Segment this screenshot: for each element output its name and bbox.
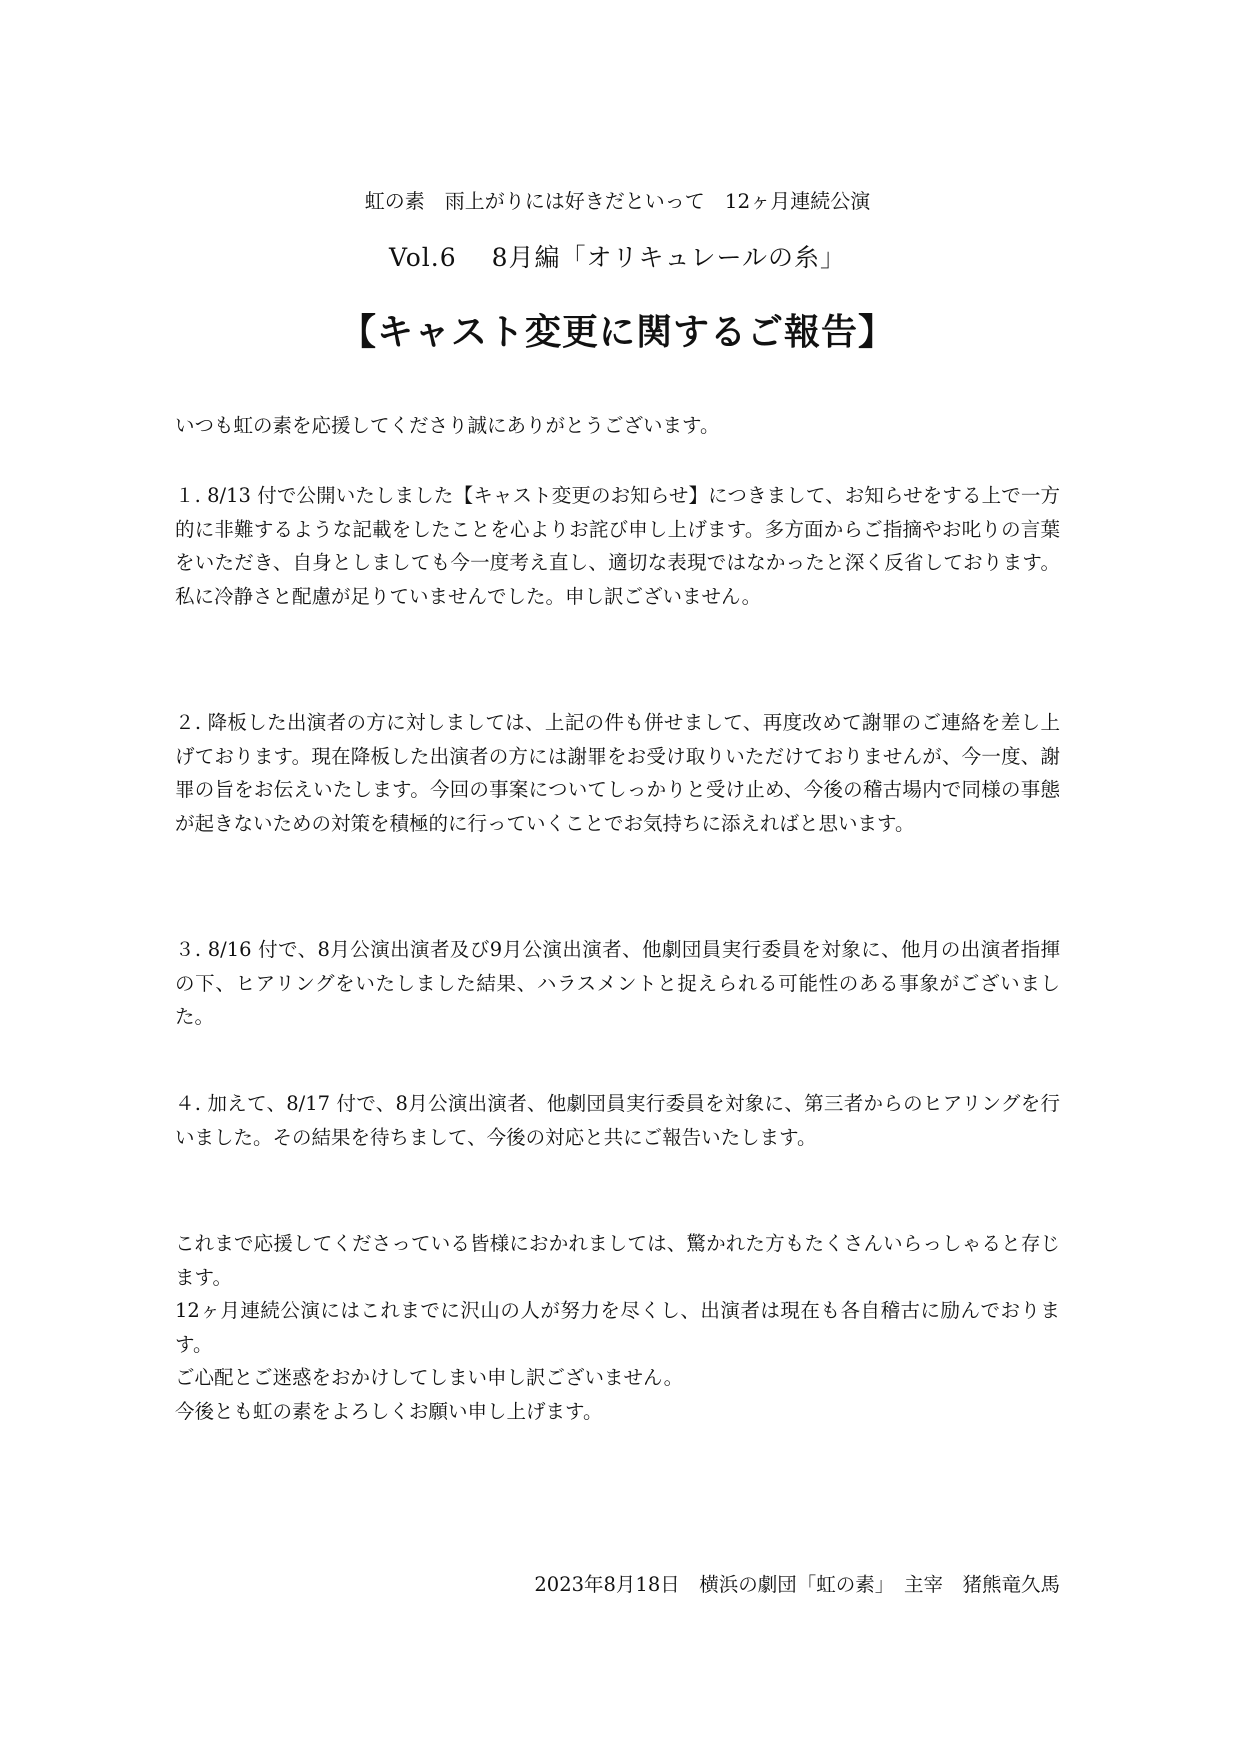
series-subtitle: 虹の素 雨上がりには好きだといって 12ヶ月連続公演: [364, 189, 871, 213]
signature-line: 2023年8月18日 横浜の劇団「虹の素」 主宰 猪熊竜久馬: [534, 1573, 1060, 1596]
report-item-4: ４. 加えて、8/17 付で、8月公演出演者、他劇団員実行委員を対象に、第三者からのヒアリングを行いました。その結果を待ちまして、今後の対応と共にご報告いたします。: [175, 1092, 1060, 1149]
greeting-paragraph: いつも虹の素を応援してくださり誠にありがとうございます。: [175, 414, 720, 437]
report-item-1: １. 8/13 付で公開いたしました【キャスト変更のお知らせ】につきまして、お知らせをする上で一方的に非難するような記載をしたことを心よりお詫び申し上げます。多方面からご指摘やお叱りの言葉をいただき、自身としましても今一度考え直し、適切な表現ではなかったと深く反省しております。私に冷静さと配慮が足りていませんでした。申し訳ございません。: [175, 484, 1060, 608]
closing-section: [175, 1227, 1060, 1428]
report-item-2: ２. 降板した出演者の方に対しましては、上記の件も併せまして、再度改めて謝罪のご連絡を差し上げております。現在降板した出演者の方には謝罪をお受け取りいただけておりませんが、今一度、謝罪の旨をお伝えいたします。今回の事案についてしっかりと受け止め、今後の稽古場内で同様の事態が起きないための対策を積極的に行っていくことでお気持ちに添えればと思います。: [175, 711, 1060, 835]
document-title: 【キャスト変更に関するご報告】: [339, 311, 895, 353]
closing-line-2: 12ヶ月連続公演にはこれまでに沢山の人が努力を尽くし、出演者は現在も各自稽古に励んでおります。: [175, 1299, 1060, 1356]
closing-line-3: ご心配とご迷惑をおかけしてしまい申し訳ございません。: [175, 1366, 684, 1389]
volume-title: Vol.6 8月編「オリキュレールの糸」: [388, 243, 846, 272]
report-item-3: ３. 8/16 付で、8月公演出演者及び9月公演出演者、他劇団員実行委員を対象に、他月の出演者指揮の下、ヒアリングをいたしました結果、ハラスメントと捉えられる可能性のある事象がございました。: [175, 938, 1060, 1028]
closing-line-1: これまで応援してくださっている皆様におかれましては、驚かれた方もたくさんいらっしゃると存じます。: [175, 1232, 1060, 1289]
closing-line-4: 今後とも虹の素をよろしくお願い申し上げます。: [175, 1399, 603, 1423]
